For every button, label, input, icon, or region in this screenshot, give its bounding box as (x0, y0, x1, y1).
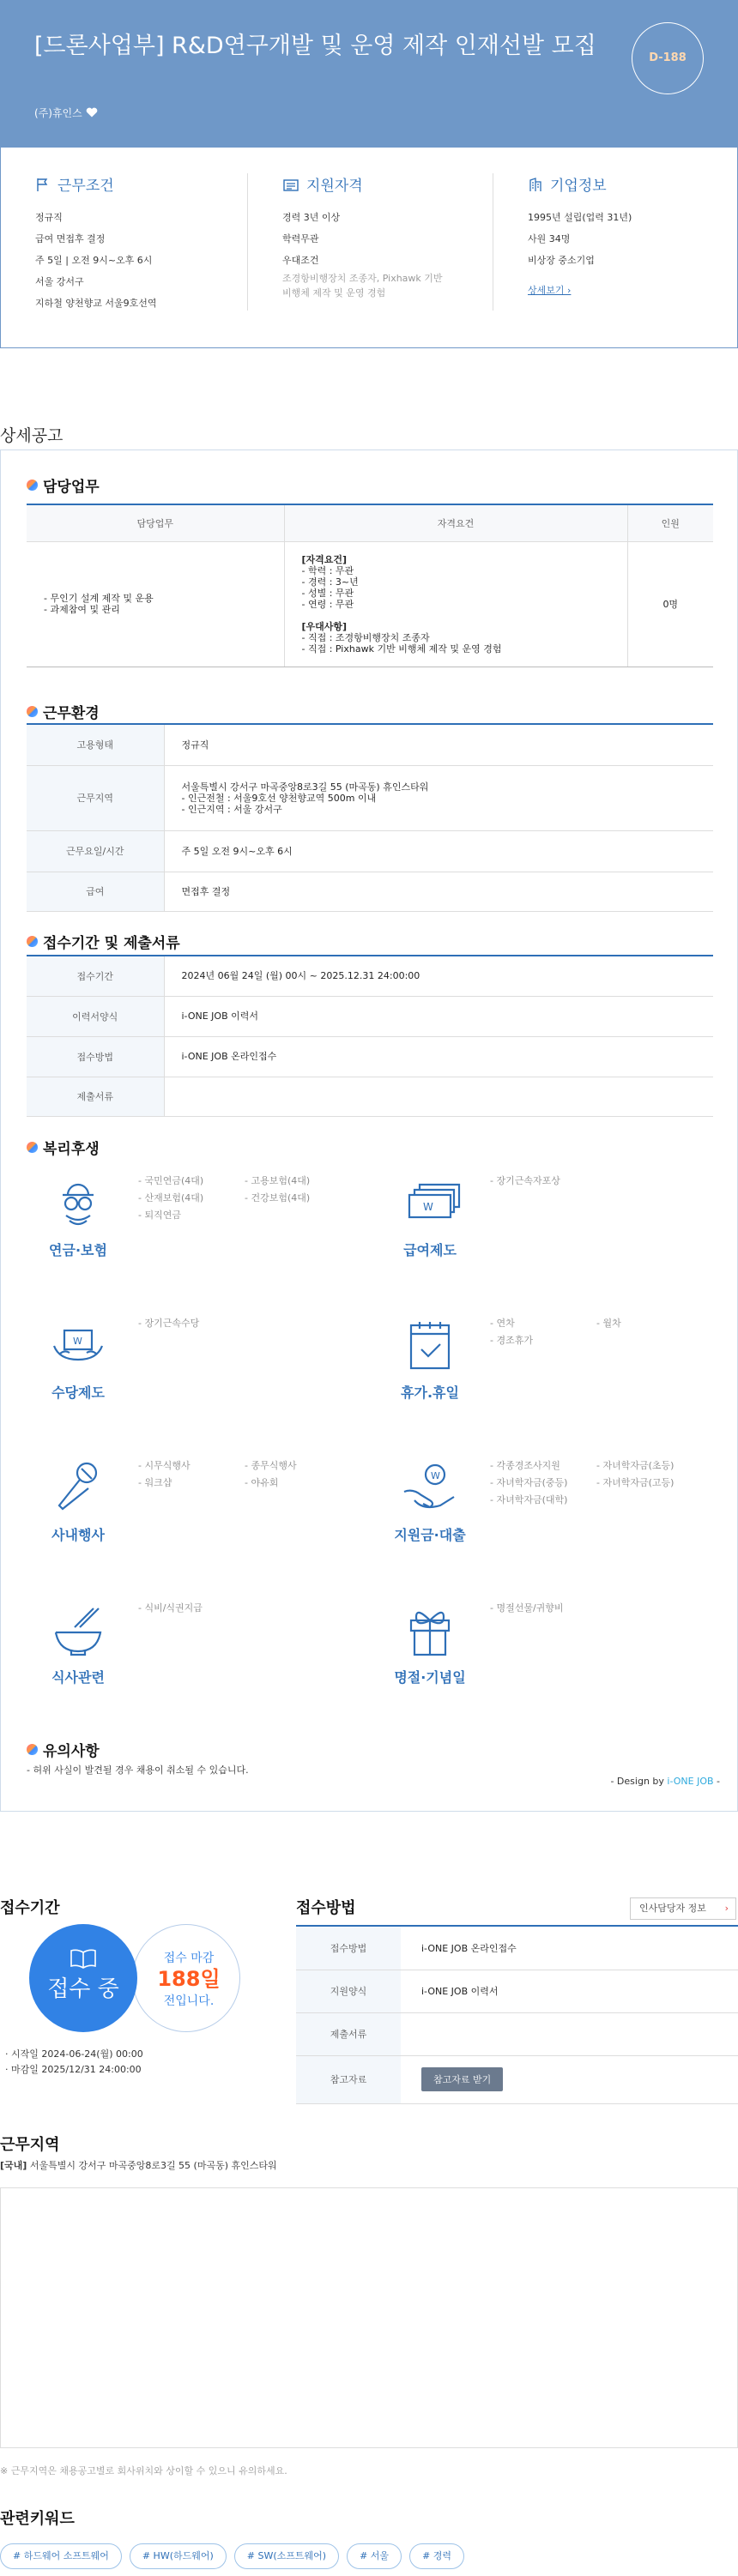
allowance-icon (45, 1315, 111, 1375)
welfare-item (27, 1173, 353, 1310)
requirements-cell (284, 541, 627, 667)
chevron-right-icon: › (724, 1903, 729, 1914)
location-title: 근무지역 (0, 2136, 60, 2154)
method-table (296, 1927, 738, 2104)
requirements-heading: [자격요건] (301, 553, 348, 565)
company-name[interactable] (34, 106, 98, 120)
environment-heading (27, 701, 100, 722)
location-badge: [국내] (0, 2160, 27, 2171)
welfare-item (378, 1173, 705, 1310)
welfare-item (378, 1315, 705, 1452)
section-bullet-icon (27, 706, 38, 717)
keyword-tag[interactable]: # 경력 (409, 2543, 464, 2569)
status-text: 접수 중 (47, 1976, 119, 2002)
building-icon (528, 177, 543, 192)
welfare-list (138, 1457, 353, 1492)
application-heading (27, 931, 180, 952)
application-table (27, 956, 713, 1117)
welfare-entry: - 장기근속수당 (138, 1315, 245, 1332)
welfare-name: 수당제도 (51, 1385, 105, 1401)
welfare-entry: - 자녀학자금(중등) (490, 1475, 596, 1492)
support-icon (397, 1457, 463, 1517)
row-value: 정규직 (164, 725, 713, 765)
welfare-entry: - 고용보험(4대) (245, 1173, 351, 1190)
company-info-heading (528, 173, 738, 195)
welfare-name: 휴가.휴일 (401, 1385, 459, 1401)
id-card-icon (282, 177, 299, 192)
welfare-name: 식사관련 (51, 1669, 105, 1686)
welfare-list (138, 1173, 353, 1224)
row-value: 면접후 결정 (164, 872, 713, 911)
condition-line: 정규직 (35, 212, 63, 223)
row-value: i-ONE JOB 온라인접수 (164, 1036, 713, 1077)
preferred-line: - 직접 : 조경항비행장치 조종자 (301, 631, 430, 643)
row-label: 급여 (27, 872, 164, 911)
deadline-label: 접수 마감 (163, 1952, 215, 1965)
company-info-column (493, 173, 738, 311)
condition-line: 지하철 양천향교 서울9호선역 (35, 298, 157, 309)
qualifications-title: 지원자격 (306, 178, 363, 195)
environment-table (27, 725, 713, 912)
welfare-entry: - 경조휴가 (490, 1332, 596, 1349)
row-label: 이력서양식 (27, 996, 164, 1036)
meal-icon (45, 1600, 111, 1660)
credit-suffix: - (713, 1776, 720, 1787)
welfare-list (490, 1315, 705, 1349)
map-area[interactable] (0, 2187, 738, 2448)
row-label: 근무요일/시간 (27, 830, 164, 872)
job-title: [드론사업부] R&D연구개발 및 운영 제작 인재선발 모집 (34, 33, 596, 59)
company-info-line: 사원 34명 (528, 233, 571, 244)
welfare-entry: - 각종경조사지원 (490, 1457, 596, 1475)
preferred-line: - 직접 : Pixhawk 기반 비행체 제작 및 운영 경험 (301, 642, 502, 655)
section-bullet-icon (27, 936, 38, 947)
download-cell (401, 2055, 738, 2103)
requirement-line: - 성별 : 무관 (301, 587, 354, 599)
welfare-item (27, 1457, 353, 1595)
welfare-entry: - 장기근속자포상 (490, 1173, 596, 1190)
flag-icon (35, 177, 51, 192)
welfare-list (490, 1173, 705, 1190)
company-info-title: 기업정보 (550, 178, 607, 195)
application-title: 접수기간 및 제출서류 (43, 935, 180, 952)
welfare-list (138, 1315, 353, 1332)
welfare-heading (27, 1137, 100, 1158)
design-credit (610, 1776, 720, 1787)
location-address (0, 2158, 277, 2172)
condition-line: 서울 강서구 (35, 276, 84, 287)
qualifications-heading (282, 173, 493, 195)
requirement-line: - 경력 : 3~년 (301, 576, 359, 588)
company-detail-link[interactable]: 상세보기 › (528, 285, 572, 296)
microphone-icon (45, 1457, 111, 1517)
welfare-entry: - 자녀학자금(고등) (596, 1475, 703, 1492)
welfare-entry: - 명절선물/귀향비 (490, 1600, 596, 1617)
welfare-item (378, 1457, 705, 1595)
location-line: 서울특별시 강서구 마곡중앙8로3길 55 (마곡동) 휴인스타워 (181, 781, 429, 793)
qualification-line: 경력 3년 이상 (282, 212, 341, 223)
welfare-entry: - 국민연금(4대) (138, 1173, 245, 1190)
location-line: - 인근지역 : 서울 강서구 (181, 803, 282, 815)
welfare-entry: - 퇴직연금 (138, 1207, 245, 1224)
detail-posting (0, 449, 738, 1812)
qualification-line: 우대조건 (282, 255, 319, 266)
row-value: i-ONE JOB 이력서 (164, 996, 713, 1036)
row-value (164, 1077, 713, 1116)
preferred-heading: [우대사항] (301, 620, 348, 632)
welfare-name: 연금·보험 (49, 1242, 107, 1258)
location-cell (164, 765, 713, 830)
welfare-entry: - 워크샵 (138, 1475, 245, 1492)
job-summary (0, 148, 738, 348)
svg-text:W: W (431, 1470, 440, 1481)
welfare-name: 지원금·대출 (394, 1527, 466, 1543)
row-value: i-ONE JOB 온라인접수 (401, 1927, 738, 1970)
days-left: 188일 (157, 1967, 221, 1991)
company-name-text: (주)휴인스 (34, 107, 82, 119)
svg-text:W: W (73, 1336, 82, 1347)
duties-table (27, 505, 713, 667)
dday-badge: D-188 (632, 22, 704, 94)
row-label: 참고자료 (296, 2055, 401, 2103)
welfare-list (490, 1600, 705, 1617)
welfare-name: 사내행사 (51, 1527, 105, 1543)
start-date: · 시작일 2024-06-24(월) 00:00 (5, 2048, 143, 2060)
welfare-name: 명절·기념일 (394, 1669, 466, 1686)
row-value: 주 5일 오전 9시~오후 6시 (164, 830, 713, 872)
duties-title: 담당업무 (43, 479, 100, 496)
work-conditions-title: 근무조건 (57, 178, 114, 195)
row-label: 근무지역 (27, 765, 164, 830)
qualification-line: 학력무관 (282, 233, 319, 244)
calendar-icon (397, 1315, 463, 1375)
notice-text: - 허위 사실이 발견될 경우 채용이 취소될 수 있습니다. (27, 1765, 249, 1776)
work-conditions-heading (35, 173, 246, 195)
welfare-entry: - 시무식행사 (138, 1457, 245, 1475)
welfare-entry: - 자녀학자금(대학) (490, 1492, 596, 1509)
row-label: 접수방법 (296, 1927, 401, 1970)
row-label: 접수기간 (27, 956, 164, 996)
section-bullet-icon (27, 1142, 38, 1153)
job-header (0, 0, 738, 148)
welfare-entry: - 산재보험(4대) (138, 1190, 245, 1207)
row-value: i-ONE JOB 이력서 (401, 1970, 738, 2012)
welfare-entry: - 연차 (490, 1315, 596, 1332)
deadline-circle (132, 1924, 240, 2032)
notice-heading (27, 1739, 100, 1760)
location-line: - 인근전철 : 서울9호선 양천향교역 500m 이내 (181, 792, 377, 804)
keyword-tag[interactable]: # HW(하드웨어) (130, 2543, 227, 2569)
days-suffix: 전입니다. (163, 1994, 215, 2008)
row-value (401, 2012, 738, 2055)
welfare-list (490, 1457, 705, 1509)
download-reference-button[interactable]: 참고자료 받기 (421, 2067, 503, 2091)
work-conditions-column (1, 173, 246, 311)
keywords-title: 관련키워드 (0, 2510, 75, 2528)
company-info-line: 비상장 중소기업 (528, 255, 595, 266)
row-value: 2024년 06월 24일 (월) 00시 ~ 2025.12.31 24:00:00 (164, 956, 713, 996)
pension-icon (45, 1173, 111, 1233)
welfare-list (138, 1600, 353, 1617)
condition-line: 급여 면접후 결정 (35, 233, 106, 244)
welfare-item (27, 1600, 353, 1737)
row-label: 제출서류 (296, 2012, 401, 2055)
period-dates (5, 2047, 143, 2078)
column-header: 인원 (627, 505, 713, 541)
location-note: ※ 근무지역은 채용공고별로 회사위치와 상이할 수 있으니 유의하세요. (0, 2465, 287, 2476)
row-label: 접수방법 (27, 1036, 164, 1077)
environment-title: 근무환경 (43, 705, 100, 722)
salary-icon (397, 1173, 463, 1233)
keyword-tag[interactable]: # SW(소프트웨어) (234, 2543, 339, 2569)
welfare-entry: - 종무식행사 (245, 1457, 351, 1475)
welfare-entry: - 월차 (596, 1315, 703, 1332)
keyword-tag[interactable]: # 하드웨어 소프트웨어 (0, 2543, 122, 2569)
duties-heading (27, 474, 100, 496)
credit-prefix: - Design by (610, 1776, 668, 1787)
credit-brand: i-ONE JOB (667, 1776, 714, 1787)
task-line: - 과제참여 및 관리 (44, 604, 120, 615)
welfare-entry: - 건강보험(4대) (245, 1190, 351, 1207)
heart-icon[interactable] (86, 107, 98, 118)
contact-button-label: 인사담당자 정보 (639, 1903, 706, 1914)
contact-button[interactable] (630, 1897, 736, 1920)
column-header: 담당업무 (27, 505, 284, 541)
status-circle (29, 1924, 137, 2032)
welfare-entry: - 자녀학자금(초등) (596, 1457, 703, 1475)
section-bullet-icon (27, 1744, 38, 1755)
qualifications-column (247, 173, 493, 311)
requirement-line: - 연령 : 무관 (301, 598, 354, 610)
book-icon (69, 1948, 98, 1970)
welfare-item (378, 1600, 705, 1737)
company-info-line: 1995년 설립(업력 31년) (528, 212, 632, 223)
address-text: 서울특별시 강서구 마곡중앙8로3길 55 (마곡동) 휴인스타워 (29, 2160, 277, 2171)
task-line: - 무인기 설계 제작 및 운용 (44, 593, 154, 604)
row-label: 지원양식 (296, 1970, 401, 2012)
detail-section-title: 상세공고 (0, 426, 64, 445)
headcount-cell: 0명 (627, 541, 713, 667)
row-label: 제출서류 (27, 1077, 164, 1116)
task-cell (27, 541, 284, 667)
welfare-name: 급여제도 (403, 1242, 457, 1258)
welfare-entry: - 식비/식권지급 (138, 1600, 245, 1617)
welfare-title: 복리후생 (43, 1141, 100, 1158)
period-title: 접수기간 (0, 1899, 60, 1917)
end-date: · 마감일 2025/12/31 24:00:00 (5, 2064, 142, 2075)
requirement-line: - 학력 : 무관 (301, 564, 354, 576)
keyword-list (0, 2543, 472, 2569)
svg-text:W: W (423, 1201, 433, 1213)
preferred-conditions: 조경항비행장치 조종자, Pixhawk 기반 비행체 제작 및 운영 경험 (282, 273, 443, 299)
row-label: 고용형태 (27, 725, 164, 765)
section-bullet-icon (27, 480, 38, 491)
method-title: 접수방법 (296, 1899, 356, 1917)
welfare-entry: - 야유회 (245, 1475, 351, 1492)
gift-icon (397, 1600, 463, 1660)
keyword-tag[interactable]: # 서울 (347, 2543, 402, 2569)
welfare-item (27, 1315, 353, 1452)
notice-title: 유의사항 (43, 1743, 100, 1760)
condition-line: 주 5일 | 오전 9시~오후 6시 (35, 255, 153, 266)
column-header: 자격요건 (284, 505, 627, 541)
